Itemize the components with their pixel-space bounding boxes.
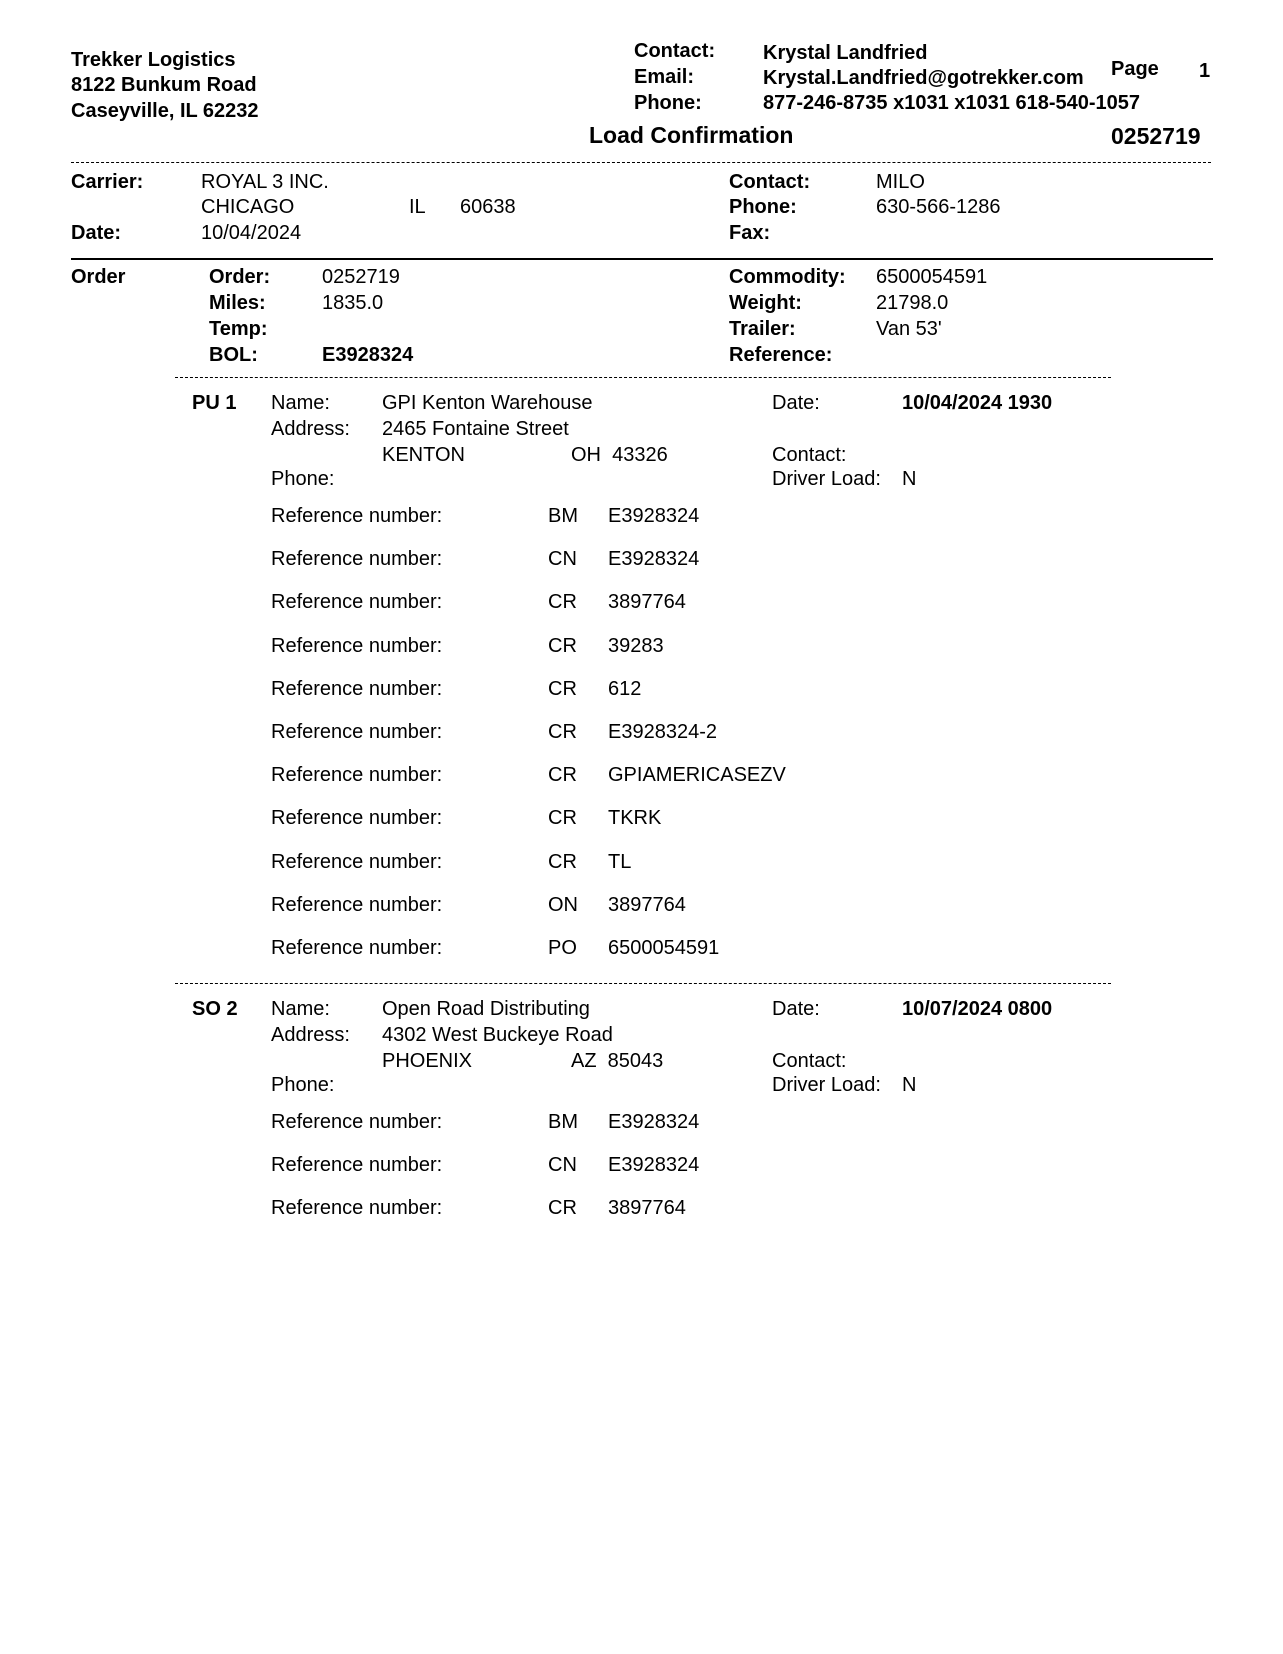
stop-name-label: Name: (271, 998, 330, 1020)
reference-row-label: Reference number: (271, 548, 443, 570)
reference-type: CR (548, 807, 577, 829)
reference-value: 612 (608, 678, 642, 700)
header-phone-label: Phone: (634, 92, 702, 114)
trailer-label: Trailer: (729, 318, 796, 340)
reference-value: E3928324-2 (608, 721, 717, 743)
weight-value: 21798.0 (876, 292, 949, 314)
miles-value: 1835.0 (322, 292, 384, 314)
header-contact-label: Contact: (634, 40, 716, 62)
reference-row-label: Reference number: (271, 1154, 443, 1176)
reference-value: 39283 (608, 635, 664, 657)
page-number: 1 (1199, 60, 1211, 82)
reference-type: CR (548, 591, 577, 613)
stop-city: KENTON (382, 444, 465, 466)
order-section-label: Order (71, 266, 126, 288)
reference-value: E3928324 (608, 1154, 700, 1176)
reference-value: TL (608, 851, 632, 873)
carrier-label: Carrier: (71, 171, 144, 193)
carrier-divider (71, 258, 1213, 260)
stop-city: PHOENIX (382, 1050, 473, 1072)
reference-value: GPIAMERICASEZV (608, 764, 786, 786)
carrier-contact-label: Contact: (729, 171, 811, 193)
reference-type: BM (548, 1111, 578, 1133)
header-email-label: Email: (634, 66, 695, 88)
bol-value: E3928324 (322, 344, 414, 366)
reference-row-label: Reference number: (271, 505, 443, 527)
stop-driver-load-label: Driver Load: (772, 1074, 881, 1096)
carrier-phone: 630-566-1286 (876, 196, 1001, 218)
stop-address-label: Address: (271, 1024, 350, 1046)
commodity-value: 6500054591 (876, 266, 988, 288)
order-number-label: Order: (209, 266, 271, 288)
reference-row-label: Reference number: (271, 807, 443, 829)
reference-value: 3897764 (608, 591, 686, 613)
reference-type: CR (548, 764, 577, 786)
stop-date: 10/04/2024 1930 (902, 392, 1053, 414)
weight-label: Weight: (729, 292, 802, 314)
carrier-fax-label: Fax: (729, 222, 771, 244)
reference-row-label: Reference number: (271, 851, 443, 873)
stop-phone-label: Phone: (271, 1074, 335, 1096)
carrier-zip: 60638 (460, 196, 516, 218)
stop-date-label: Date: (772, 998, 820, 1020)
stop-divider (175, 983, 1111, 984)
stop-date: 10/07/2024 0800 (902, 998, 1053, 1020)
header-phone: 877-246-8735 x1031 x1031 618-540-1057 (763, 92, 1141, 114)
stop-name-label: Name: (271, 392, 330, 414)
reference-type: CR (548, 721, 577, 743)
stop-phone-label: Phone: (271, 468, 335, 490)
reference-value: 3897764 (608, 1197, 686, 1219)
reference-value: E3928324 (608, 548, 700, 570)
company-name: Trekker Logistics (71, 49, 236, 71)
stop-street: 2465 Fontaine Street (382, 418, 569, 440)
reference-type: CR (548, 678, 577, 700)
stop-state-zip: AZ 85043 (571, 1050, 664, 1072)
stop-contact-label: Contact: (772, 444, 847, 466)
reference-row-label: Reference number: (271, 635, 443, 657)
stop-code: PU 1 (192, 392, 237, 414)
reference-row-label: Reference number: (271, 721, 443, 743)
carrier-date: 10/04/2024 (201, 222, 302, 244)
stop-driver-load: N (902, 468, 917, 490)
reference-type: CN (548, 1154, 577, 1176)
stop-driver-load: N (902, 1074, 917, 1096)
trailer-value: Van 53' (876, 318, 942, 340)
order-number: 0252719 (322, 266, 400, 288)
carrier-date-label: Date: (71, 222, 122, 244)
stop-contact-label: Contact: (772, 1050, 847, 1072)
company-address-line2: Caseyville, IL 62232 (71, 100, 259, 122)
carrier-phone-label: Phone: (729, 196, 797, 218)
reference-value: 3897764 (608, 894, 686, 916)
company-address-line1: 8122 Bunkum Road (71, 74, 257, 96)
carrier-state: IL (409, 196, 426, 218)
reference-value: TKRK (608, 807, 662, 829)
stop-name: GPI Kenton Warehouse (382, 392, 593, 414)
reference-row-label: Reference number: (271, 764, 443, 786)
stop-address-label: Address: (271, 418, 350, 440)
stop-state-zip: OH 43326 (571, 444, 668, 466)
reference-type: CN (548, 548, 577, 570)
reference-row-label: Reference number: (271, 937, 443, 959)
reference-type: CR (548, 851, 577, 873)
reference-row-label: Reference number: (271, 894, 443, 916)
order-divider (175, 377, 1111, 378)
reference-type: CR (548, 635, 577, 657)
reference-row-label: Reference number: (271, 1197, 443, 1219)
reference-row-label: Reference number: (271, 1111, 443, 1133)
carrier-name: ROYAL 3 INC. (201, 171, 329, 193)
header-contact-name: Krystal Landfried (763, 42, 928, 64)
bol-label: BOL: (209, 344, 258, 366)
reference-value: 6500054591 (608, 937, 720, 959)
reference-type: PO (548, 937, 577, 959)
carrier-contact: MILO (876, 171, 925, 193)
document-number: 0252719 (1111, 123, 1201, 149)
miles-label: Miles: (209, 292, 266, 314)
page-label: Page (1111, 58, 1159, 80)
temp-label: Temp: (209, 318, 268, 340)
reference-type: ON (548, 894, 578, 916)
header-divider (71, 162, 1211, 163)
stop-street: 4302 West Buckeye Road (382, 1024, 613, 1046)
stop-driver-load-label: Driver Load: (772, 468, 881, 490)
reference-row-label: Reference number: (271, 591, 443, 613)
reference-row-label: Reference number: (271, 678, 443, 700)
stop-name: Open Road Distributing (382, 998, 590, 1020)
stop-code: SO 2 (192, 998, 238, 1020)
header-email: Krystal.Landfried@gotrekker.com (763, 67, 1084, 89)
reference-label: Reference: (729, 344, 833, 366)
reference-type: CR (548, 1197, 577, 1219)
stop-date-label: Date: (772, 392, 820, 414)
document-title: Load Confirmation (589, 122, 794, 148)
reference-type: BM (548, 505, 578, 527)
commodity-label: Commodity: (729, 266, 846, 288)
reference-value: E3928324 (608, 505, 700, 527)
reference-value: E3928324 (608, 1111, 700, 1133)
carrier-city: CHICAGO (201, 196, 295, 218)
